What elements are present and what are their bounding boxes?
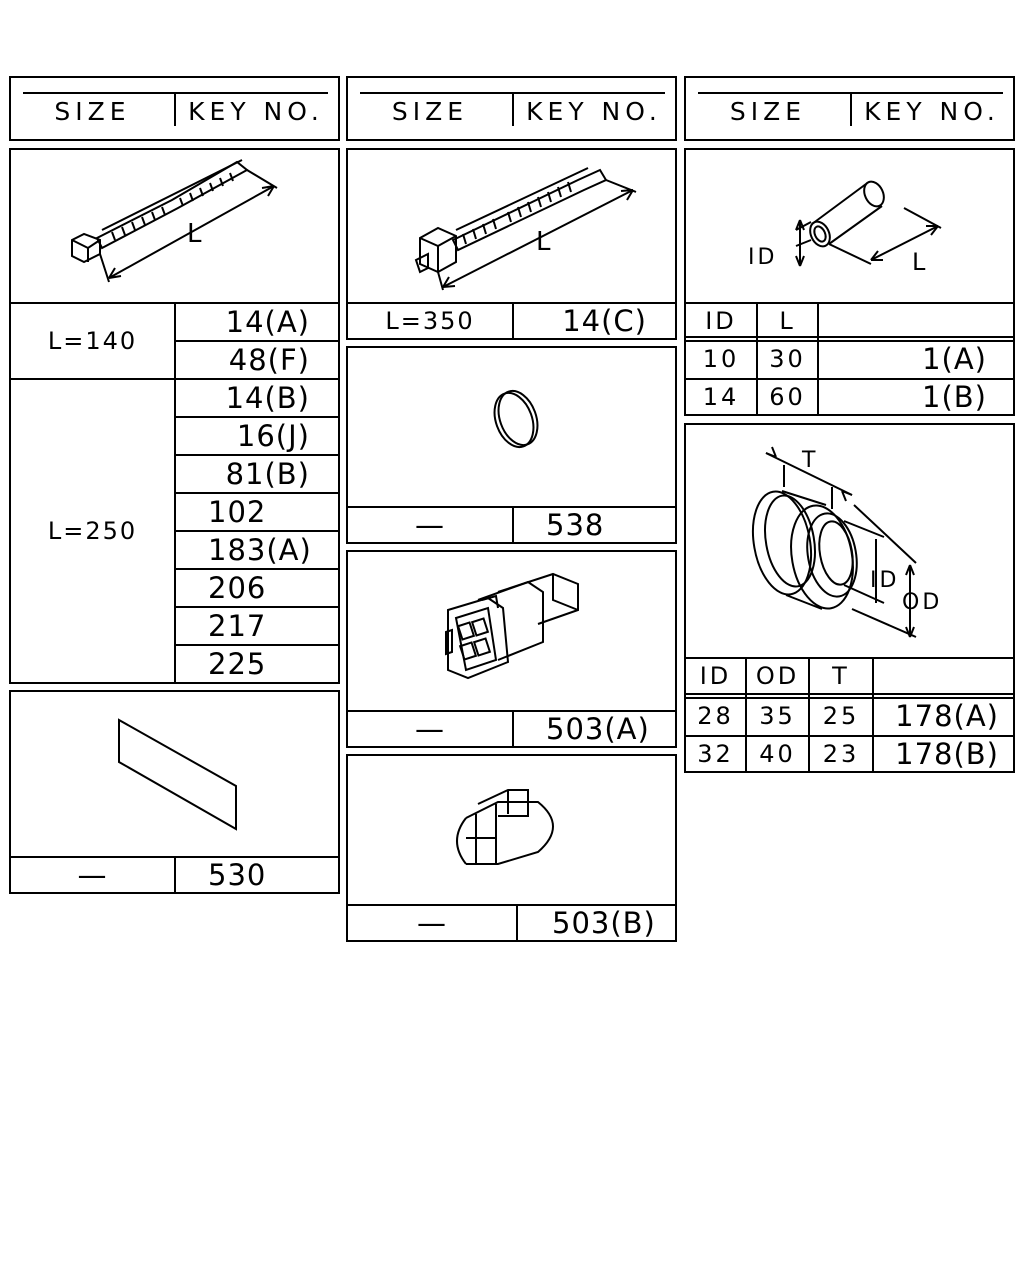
size-cell-l250: L=250 <box>47 517 138 545</box>
tube-l-label: L <box>912 248 926 276</box>
key-cell: 14(B) <box>225 381 310 415</box>
header-col3 <box>684 76 1015 141</box>
col-header: L <box>779 307 796 335</box>
key-cell: 503(B) <box>552 906 656 940</box>
cable-tie-350-illustration <box>348 150 675 302</box>
key-cell: 102 <box>208 495 267 529</box>
key-cell: 206 <box>208 571 267 605</box>
key-cell: 503(A) <box>546 712 650 746</box>
grommet-t-cell: 23 <box>822 740 860 768</box>
size-cell-l350: L=350 <box>385 307 475 335</box>
key-cell: 1(A) <box>922 342 987 376</box>
key-cell: 1(B) <box>922 380 987 414</box>
size-cell: — <box>417 906 447 940</box>
cap-illustration <box>348 756 675 904</box>
header-size: SIZE <box>54 96 131 126</box>
col-header: ID <box>705 307 737 335</box>
col-header: T <box>832 662 850 690</box>
key-cell: 178(A) <box>895 699 999 733</box>
grommet-table <box>684 423 1015 773</box>
key-cell: 81(B) <box>225 457 310 491</box>
grommet-id-cell: 28 <box>697 702 734 730</box>
header-key-no: KEY NO. <box>864 96 1000 126</box>
key-cell: 14(C) <box>562 304 647 338</box>
cap-table <box>346 754 677 942</box>
tie-length-label: L <box>536 227 551 257</box>
header-col1 <box>9 76 340 141</box>
key-cell: 183(A) <box>208 533 312 567</box>
tube-id-cell: 10 <box>702 345 740 373</box>
cable-tie-illustration <box>11 150 338 302</box>
tube-l-cell: 60 <box>769 383 806 411</box>
key-cell: 16(J) <box>236 419 310 453</box>
connector-table <box>346 550 677 748</box>
key-cell: 48(F) <box>228 343 310 377</box>
grommet-od-cell: 35 <box>759 702 796 730</box>
size-cell: — <box>77 858 108 892</box>
tie-length-label: L <box>187 219 202 249</box>
size-cell-l140: L=140 <box>47 327 138 355</box>
key-cell: 217 <box>208 609 267 643</box>
col-header: ID <box>699 662 732 690</box>
key-cell: 14(A) <box>225 305 310 339</box>
grommet-illustration <box>686 425 1013 659</box>
grommet-od-cell: 40 <box>759 740 796 768</box>
disc-table <box>346 346 677 544</box>
key-cell: 530 <box>208 858 267 892</box>
tube-illustration <box>686 150 1013 302</box>
header-key-no: KEY NO. <box>526 96 662 126</box>
size-cell: — <box>415 712 445 746</box>
key-cell: 225 <box>208 647 267 681</box>
key-cell: 538 <box>546 508 605 542</box>
cable-tie-350-table <box>346 148 677 340</box>
cable-tie-table <box>9 148 340 684</box>
header-col2 <box>346 76 677 141</box>
tube-id-cell: 14 <box>702 383 740 411</box>
header-key-no: KEY NO. <box>188 96 324 126</box>
grommet-id-label: ID <box>870 568 900 593</box>
grommet-t-cell: 25 <box>822 702 860 730</box>
tape-table <box>9 690 340 894</box>
size-cell: — <box>415 508 445 542</box>
header-size: SIZE <box>729 96 807 126</box>
col-header: OD <box>755 662 800 690</box>
tape-illustration <box>11 692 338 856</box>
tube-id-label: ID <box>748 245 778 270</box>
connector-illustration <box>348 552 675 710</box>
header-size: SIZE <box>391 96 469 126</box>
tube-table <box>684 148 1015 416</box>
grommet-id-cell: 32 <box>697 740 734 768</box>
key-cell: 178(B) <box>895 737 999 771</box>
grommet-t-label: T <box>802 448 816 473</box>
disc-illustration <box>348 348 675 506</box>
grommet-od-label: OD <box>902 590 943 615</box>
tube-l-cell: 30 <box>769 345 806 373</box>
